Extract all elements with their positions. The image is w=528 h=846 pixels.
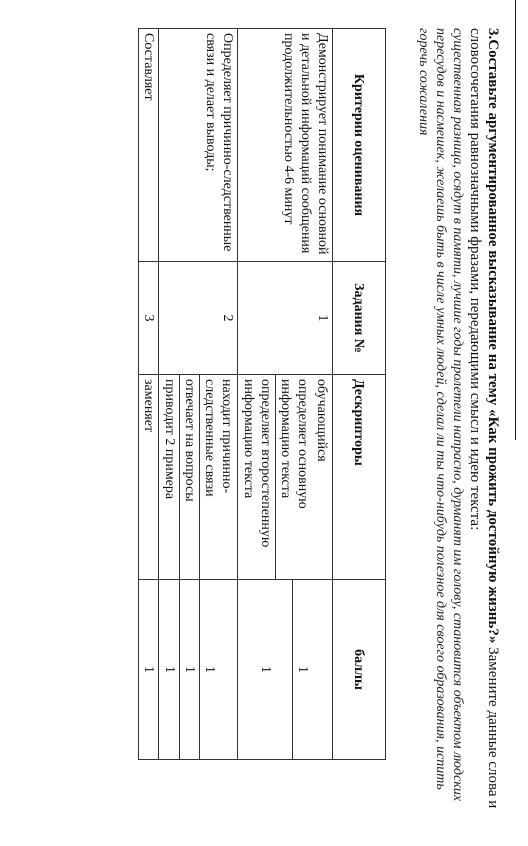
descriptor-item: находит причинно-следственные связи xyxy=(202,379,234,497)
task-no-cell: 2 xyxy=(159,262,238,375)
task-heading xyxy=(466,28,502,828)
descriptor-cell: заменяет xyxy=(139,375,159,580)
descriptor-item: отвечает на вопросы xyxy=(180,375,200,579)
table-row xyxy=(139,29,159,760)
criteria-cell: Определяет причинно-следственные связи и делает выводы; xyxy=(159,29,238,262)
points-item: 1 xyxy=(180,580,200,759)
criteria-cell: Демонстрирует понимание основной и детальной информаций сообщения продолжительностью 4-6 минут xyxy=(238,29,333,262)
task-no-cell: 1 xyxy=(238,262,333,375)
top-rule xyxy=(515,0,516,440)
points-cell xyxy=(238,580,333,760)
descriptor-item: приводит 2 примера xyxy=(160,375,180,579)
points-cell: 1 xyxy=(139,580,159,760)
descriptor-cell xyxy=(238,375,333,580)
header-points: баллы xyxy=(333,580,386,760)
task-heading-lead: 3.Составьте аргументированное высказывание на тему «Как прожить достойную жизнь?» xyxy=(485,28,501,644)
descriptor-item: определяет второстепенную информацию текста xyxy=(239,375,276,579)
points-item xyxy=(329,580,331,759)
phrase-list: существенная разница, осядут в памяти, лучшие годы пролетели напрасно, дурманят им голову, становится объектом людских пересудов и насмешек, желаешь быть в числе умных людей, сделал ли ты что-нибудь полезное для своего образования, испить горечь сожаления xyxy=(416,28,465,802)
points-item: 1 xyxy=(160,580,180,759)
header-criteria: Критерии оценивания xyxy=(333,29,386,262)
criteria-cell: Составляет xyxy=(139,29,159,262)
descriptor-item: обучающийся xyxy=(314,379,329,462)
table-header-row xyxy=(333,29,386,760)
points-item: 1 xyxy=(295,666,310,673)
descriptor-cell xyxy=(159,375,238,580)
points-item: 1 xyxy=(202,666,217,673)
assessment-table xyxy=(138,28,386,760)
task-heading-rest: Замените данные слова и словосочетания равнозначными фразами, передающими смысл и идею текста: xyxy=(467,28,501,809)
points-item: 1 xyxy=(256,580,293,759)
header-descriptors: Дескрипторы xyxy=(333,375,386,580)
task-no-cell: 3 xyxy=(139,262,159,375)
descriptor-item: определяет основную информацию текста xyxy=(278,379,310,509)
points-cell xyxy=(159,580,238,760)
table-row xyxy=(238,29,333,760)
table-row xyxy=(159,29,238,760)
header-task-no: Задания № xyxy=(333,262,386,375)
